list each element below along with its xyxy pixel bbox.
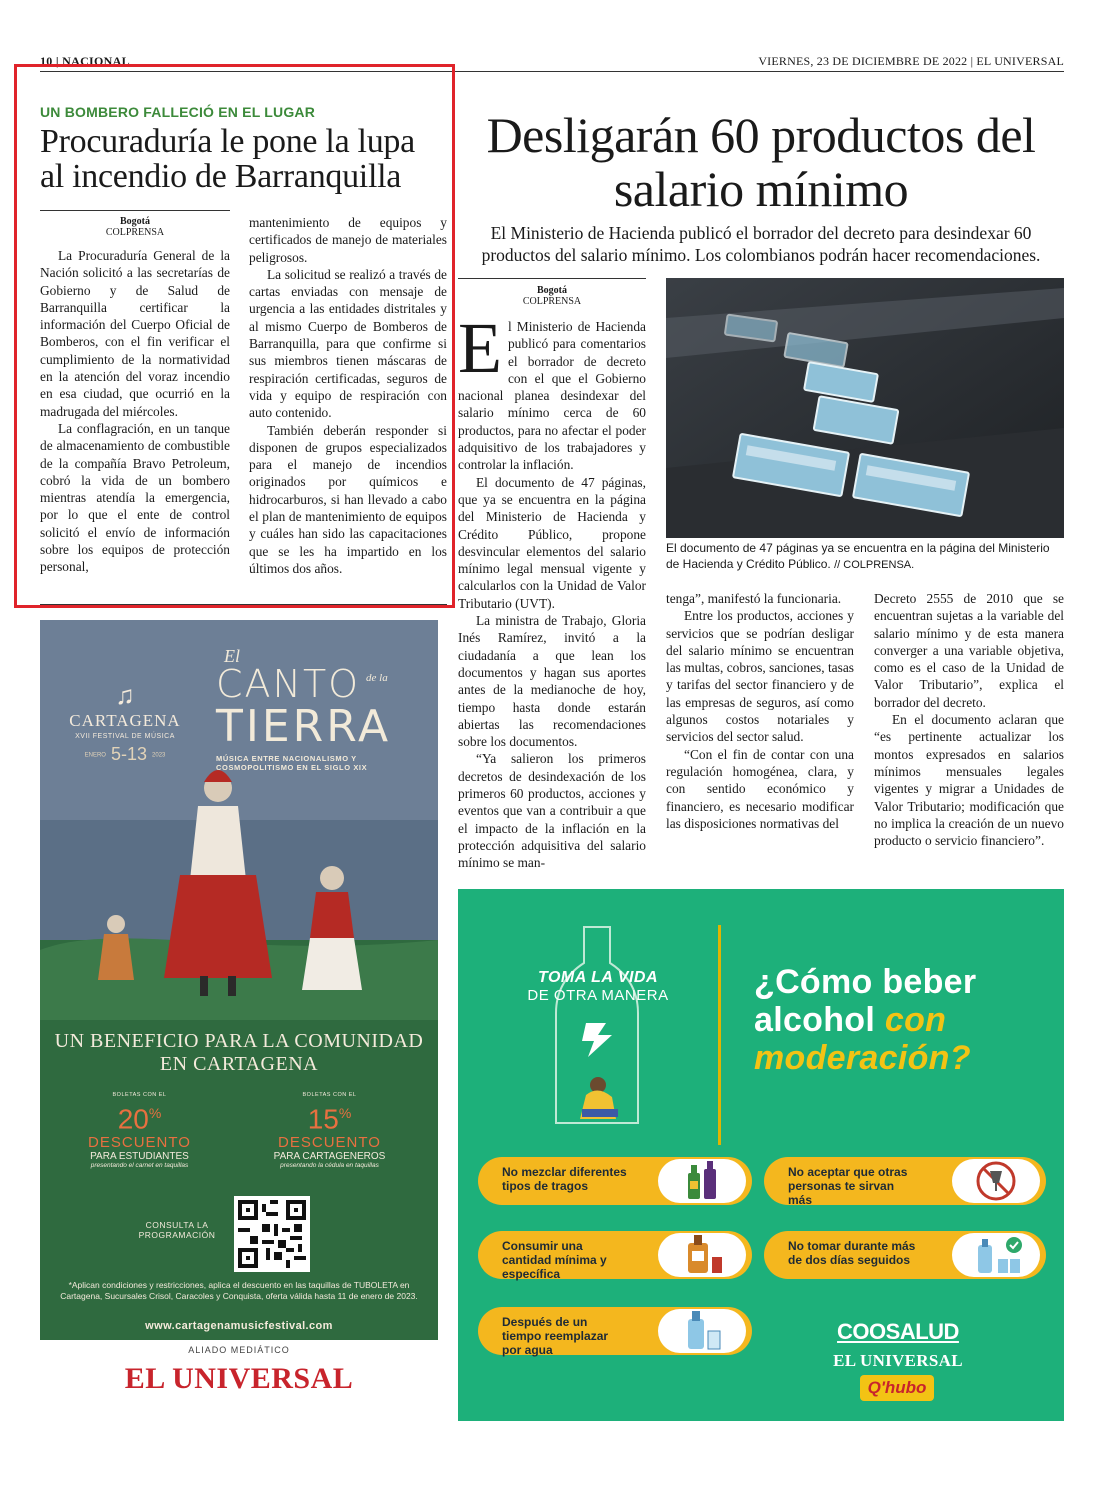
main-headline: Desligarán 60 productos del salario mínimo xyxy=(486,107,1036,217)
discount-students: BOLETAS CON EL 20% DESCUENTO PARA ESTUDIANTES presentando el carnet en taquillas xyxy=(88,1092,191,1170)
water-check-icon xyxy=(952,1233,1040,1277)
ad-headline: ¿Cómo beber alcohol con moderación? xyxy=(754,963,977,1077)
money-photo xyxy=(666,278,1064,538)
article-title: Procuraduría le pone la lupa al incendio de Barranquilla xyxy=(40,123,415,195)
alcohol-ad[interactable] xyxy=(458,889,1064,1421)
paragraph: Decreto 2555 de 2010 que se encuentran sujetas a la variable del salario mínimo y de esta manera converger a una variable objetiva, como es el caso de la Unidad de Valor Tributario”, explica el borrador del decreto. xyxy=(874,591,1064,710)
paragraph: La Procuraduría General de la Nación solicitó a las secretarías de Gobierno y de Salud de Barranquilla certificar la información del Cuerpo Oficial de Bomberos, con el fin verificar el cumplimiento de la normatividad en la atención del voraz incendio en esa ciudad, que ocurrió en la madrugada del miércoles. xyxy=(40,248,230,419)
byline-city: Bogotá xyxy=(537,285,567,296)
article-column-2 xyxy=(666,590,854,832)
paragraph: mantenimiento de equipos y certificados de manejo de materiales peligrosos. xyxy=(249,215,447,265)
paragraph: “Ya salieron los primeros decretos de desindexación de los primeros 60 productos, acciones y eventos que van a contribuir a que el impacto de la inflación en la protección adquisitiva del salario mínimo se man- xyxy=(458,751,646,871)
paragraph: La solicitud se realizó a través de cartas enviadas con mensaje de urgencia a las entidades distritales y al mismo Cuerpo de Bomberos de Barranquilla, para que confirme si sus miembros tienen máscaras de respiración certificadas, seguros de vida y equipo de respiración con auto contenido. xyxy=(249,266,447,421)
canto-title: El CANTO de la TIERRA MÚSICA ENTRE NACIONALISMO Y COSMOPOLITISMO EN EL SIGLO XIX xyxy=(216,664,426,772)
water-icon xyxy=(658,1309,746,1353)
qhubo-logo: Q'hubo xyxy=(860,1375,934,1401)
coosalud-logo: COOSALUD xyxy=(837,1319,959,1344)
paragraph: En el documento aclaran que “es pertinente actualizar los montos expresados en salarios mínimos mensuales legales vigentes y migrar a Unidades de Valor Tributario; modificación que no implica la creación de un nuevo producto o servicio financiero”. xyxy=(874,712,1064,849)
tip-agua: Después de un tiempo reemplazar por agua xyxy=(478,1307,752,1355)
paragraph: “Con el fin de contar con una regulación homogénea, clara, y con sentido económico y financiero, es necesario modificar las disposiciones normativas del xyxy=(666,746,854,831)
tip-consumir: Consumir una cantidad mínima y específica xyxy=(478,1231,752,1279)
bottles-icon xyxy=(658,1159,746,1203)
divider xyxy=(718,925,721,1145)
article-column-1 xyxy=(458,308,646,872)
paragraph: La ministra de Trabajo, Gloria Inés Ramírez, invitó a la ciudadanía a que lean los documentos y hagan sus aportes antes de la medianoche de hoy, tiempo hasta donde estarán abiertas las recomendaciones sobre los documentos. xyxy=(458,613,646,750)
logo-name: CARTAGENA xyxy=(69,711,181,730)
discount-locals: BOLETAS CON EL 15% DESCUENTO PARA CARTAGENEROS presentando la cédula en taquillas xyxy=(273,1092,386,1170)
el-universal-logo: EL UNIVERSAL xyxy=(124,1362,354,1395)
tip-no-tomar: No tomar durante más de dos días seguidos xyxy=(764,1231,1046,1279)
logo-festival: XVII FESTIVAL DE MÚSICA xyxy=(75,733,175,740)
paragraph: El Ministerio de Hacienda publicó para comentarios el borrador de decreto con el que el Gobierno nacional planea desindexar del salario mínimo cerca de 60 productos, para no afectar el poder adquisitivo de los trabajadores y controlar la inflación. xyxy=(458,308,646,473)
byline-agency: COLPRENSA xyxy=(105,227,165,238)
qr-code-icon[interactable] xyxy=(234,1196,310,1272)
no-drinks-icon xyxy=(952,1159,1040,1203)
canto-word: CANTO xyxy=(216,662,361,706)
paragraph: tenga”, manifestó la funcionaria. xyxy=(666,591,842,606)
highlight-box xyxy=(14,64,455,608)
tip-no-aceptar: No aceptar que otras personas te sirvan más xyxy=(764,1157,1046,1205)
tip-no-mezclar: No mezclar diferentes tipos de tragos xyxy=(478,1157,752,1205)
section-label: 10 | NACIONAL xyxy=(40,54,130,68)
bottle-glass-icon xyxy=(658,1233,746,1277)
canto-subtitle: MÚSICA ENTRE NACIONALISMO Y COSMOPOLITISMO EN EL SIGLO XIX xyxy=(216,754,368,772)
el-universal-logo: EL UNIVERSAL xyxy=(833,1351,963,1370)
paragraph: Entre los productos, acciones y servicios que se podrían desligar del salario mínimo se encuentran las multas, cobros, sanciones, tasas y tarifas del sector financiero y de las empresas de seguros, así como algunos costos notariales y servicios del sector salud. xyxy=(666,608,854,745)
divider xyxy=(458,278,646,279)
caption-credit: // COLPRENSA. xyxy=(834,558,915,571)
main-deck: El Ministerio de Hacienda publicó el borrador del decreto para desindexar 60 productos del salario mínimo. Los colombianos podrán hacer recomendaciones. xyxy=(481,223,1041,265)
drop-cap: E xyxy=(458,308,502,388)
toma-la-vida: TOMA LA VIDA DE OTRA MANERA xyxy=(527,969,669,1004)
festival-logo xyxy=(40,680,210,765)
caption-text: El documento de 47 páginas ya se encuentra en la página del Ministerio de Hacienda y Crédito Público. xyxy=(666,541,1050,571)
paragraph: El documento de 47 páginas, que ya se encuentra en la página del Ministerio de Hacienda y Crédito Público, propone desvincular elementos del salario mínimo legal mensual vigente y calcularlos con la Unidad de Valor Tributario (UVT). xyxy=(458,474,646,611)
tierra-word: TIERRA xyxy=(216,701,392,752)
byline-agency: COLPRENSA xyxy=(522,296,582,307)
paragraph: También deberán responder si disponen de grupos especializados para el manejo de incendios originados por químicos e hidrocarburos, si han llevado a cabo el plan de mantenimiento de equipos y cuáles han sido las capacitaciones que se les ha impartido en los últimos dos años. xyxy=(249,422,447,576)
terms-text: *Aplican condiciones y restricciones, aplica el descuento en las taquillas de TUBOLETA en Cartagena, Sucursales Crisol, Caracoles y Conquista, oferta válida hasta 11 de enero de 2023. xyxy=(60,1280,418,1301)
date-paper: VIERNES, 23 DE DICIEMBRE DE 2022 | EL UNIVERSAL xyxy=(758,54,1064,68)
festival-url[interactable]: www.cartagenamusicfestival.com xyxy=(145,1320,333,1332)
article-kicker: UN BOMBERO FALLECIÓ EN EL LUGAR xyxy=(40,104,316,120)
photo-caption xyxy=(666,541,1064,573)
byline xyxy=(458,285,646,307)
byline-city: Bogotá xyxy=(120,216,150,227)
bottle-illustration xyxy=(522,923,672,1133)
consulta-label: CONSULTA LA PROGRAMACIÓN xyxy=(138,1220,216,1240)
benefit-headline: UN BENEFICIO PARA LA COMUNIDAD EN CARTAGENA xyxy=(54,1030,424,1075)
logo-dates: ENERO 5-13 2023 xyxy=(84,744,166,764)
festival-ad[interactable] xyxy=(40,620,438,1340)
paragraph: La conflagración, en un tanque de almacenamiento de combustible de la compañía Bravo Petroleum, cobró la vida de un bombero mientras atendía la emergencia, por lo que el ente de control solicitó el envío de información sobre los equipos de protección personal, xyxy=(40,420,230,575)
aliado-label: ALIADO MEDIÁTICO xyxy=(188,1345,290,1355)
article-column-3 xyxy=(874,590,1064,849)
music-note-icon: ♫ xyxy=(115,680,135,710)
